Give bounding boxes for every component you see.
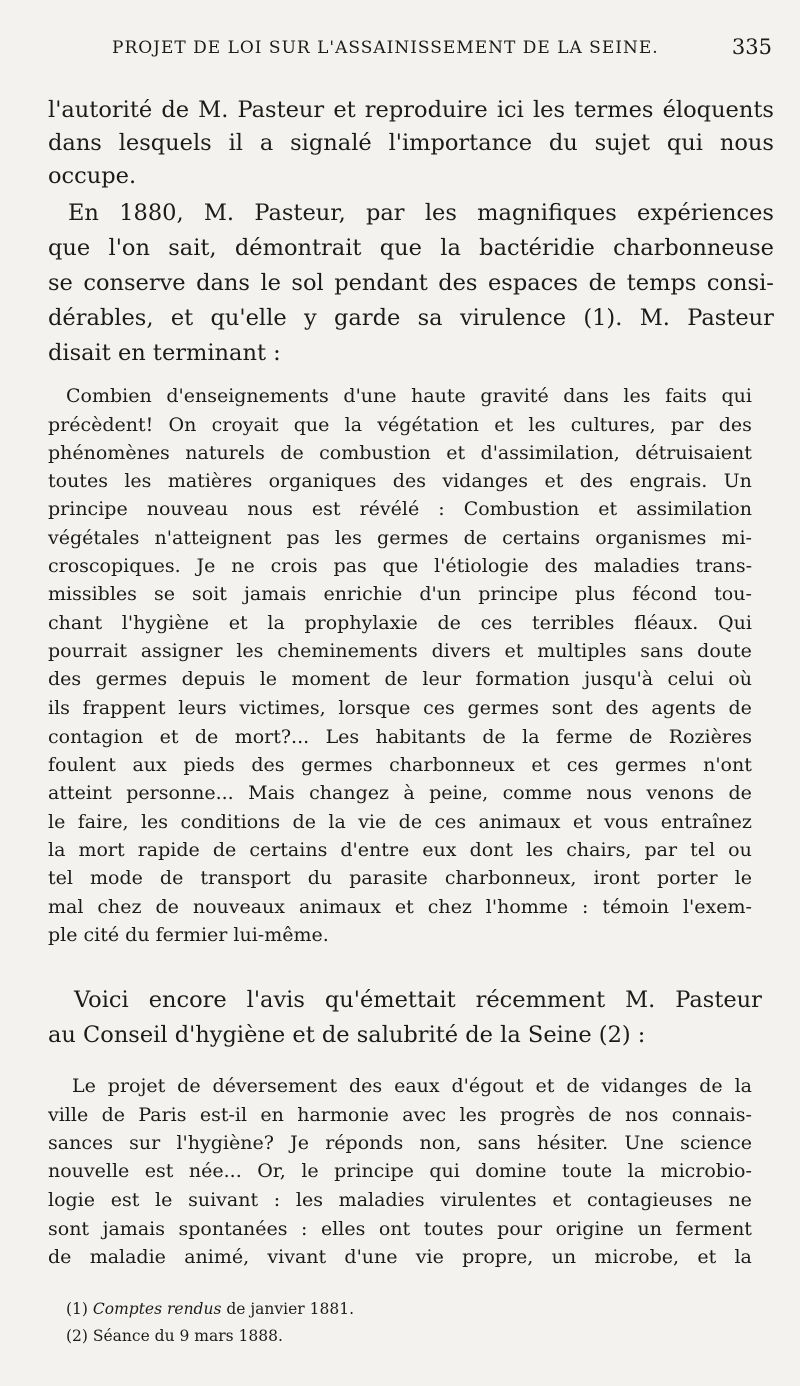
quote2-line: de maladie animé, vivant d'une vie propre, un microbe, et la [48,1246,752,1268]
running-head [112,35,772,59]
quote1-line: ple cité du fermier lui-même. [48,924,329,946]
quote2-line: sances sur l'hygiène? Je réponds non, sans hésiter. Une science [48,1132,752,1154]
quote2-line: nouvelle est née... Or, le principe qui domine toute la microbio- [48,1160,752,1182]
p1-line: occupe. [48,163,137,189]
footnote-mark: (2) [66,1327,93,1345]
quote1-line: Combien d'enseignements d'une haute gravité dans les faits qui [66,385,752,407]
quote1-line: foulent aux pieds des germes charbonneux et ces germes n'ont [48,754,752,776]
p2-line: que l'on sait, démontrait que la bactéridie charbonneuse [48,235,774,261]
quote1-line: pourrait assigner les cheminements divers et multiples sans doute [48,640,752,662]
p2-line: En 1880, M. Pasteur, par les magnifiques expériences [68,200,774,226]
quote1-line: le faire, les conditions de la vie de ces animaux et vous entraînez [48,811,752,833]
quote1-line: atteint personne... Mais changez à peine, comme nous venons de [48,782,752,804]
p3-line: au Conseil d'hygiène et de salubrité de la Seine (2) : [48,1022,646,1048]
p2-line: disait en terminant : [48,340,281,366]
p1-line: dans lesquels il a signalé l'importance du sujet qui nous [48,130,774,156]
quote2-line: Le projet de déversement des eaux d'égout et de vidanges de la [72,1075,752,1097]
quote2-line: sont jamais spontanées : elles ont toutes pour origine un ferment [48,1218,752,1240]
quote1-line: tel mode de transport du parasite charbonneux, iront porter le [48,867,752,889]
quote1-line: chant l'hygiène et la prophylaxie de ces terribles fléaux. Qui [48,612,752,634]
quote1-line: précèdent! On croyait que la végétation et les cultures, par des [48,414,752,436]
footnote [66,1327,283,1345]
quote1-line: ils frappent leurs victimes, lorsque ces germes sont des agents de [48,697,752,719]
quote1-line: principe nouveau nous est révélé : Combustion et assimilation [48,498,752,520]
footnote-italic: Comptes rendus [92,1300,222,1318]
quote1-line: missibles se soit jamais enrichie d'un principe plus fécond tou- [48,583,752,605]
footnote [66,1300,354,1318]
running-head-title: PROJET DE LOI SUR L'ASSAINISSEMENT DE LA SEINE. [112,38,659,58]
p3-line: Voici encore l'avis qu'émettait récemment M. Pasteur [74,987,762,1013]
footnote-text: de janvier 1881. [221,1300,354,1318]
footnote-text: Séance du 9 mars 1888. [92,1327,283,1345]
quote1-line: végétales n'atteignent pas les germes de certains organismes mi- [48,527,752,549]
quote2-line: logie est le suivant : les maladies virulentes et contagieuses ne [48,1189,752,1211]
p1-line: l'autorité de M. Pasteur et reproduire ici les termes éloquents [48,97,774,123]
quote1-line: des germes depuis le moment de leur formation jusqu'à celui où [48,668,752,690]
p2-line: dérables, et qu'elle y garde sa virulence (1). M. Pasteur [48,305,774,331]
page-number: 335 [731,35,772,59]
quote1-line: toutes les matières organiques des vidanges et des engrais. Un [48,470,752,492]
quote1-line: croscopiques. Je ne crois pas que l'étiologie des maladies trans- [48,555,752,577]
quote1-line: la mort rapide de certains d'entre eux dont les chairs, par tel ou [48,839,752,861]
p2-line: se conserve dans le sol pendant des espaces de temps consi- [48,270,774,296]
quote1-line: mal chez de nouveaux animaux et chez l'homme : témoin l'exem- [48,896,752,918]
quote2-line: ville de Paris est-il en harmonie avec les progrès de nos connais- [48,1104,752,1126]
quote1-line: phénomènes naturels de combustion et d'assimilation, détruisaient [48,442,752,464]
footnote-mark: (1) [66,1300,93,1318]
quote1-line: contagion et de mort?... Les habitants de la ferme de Rozières [48,726,752,748]
